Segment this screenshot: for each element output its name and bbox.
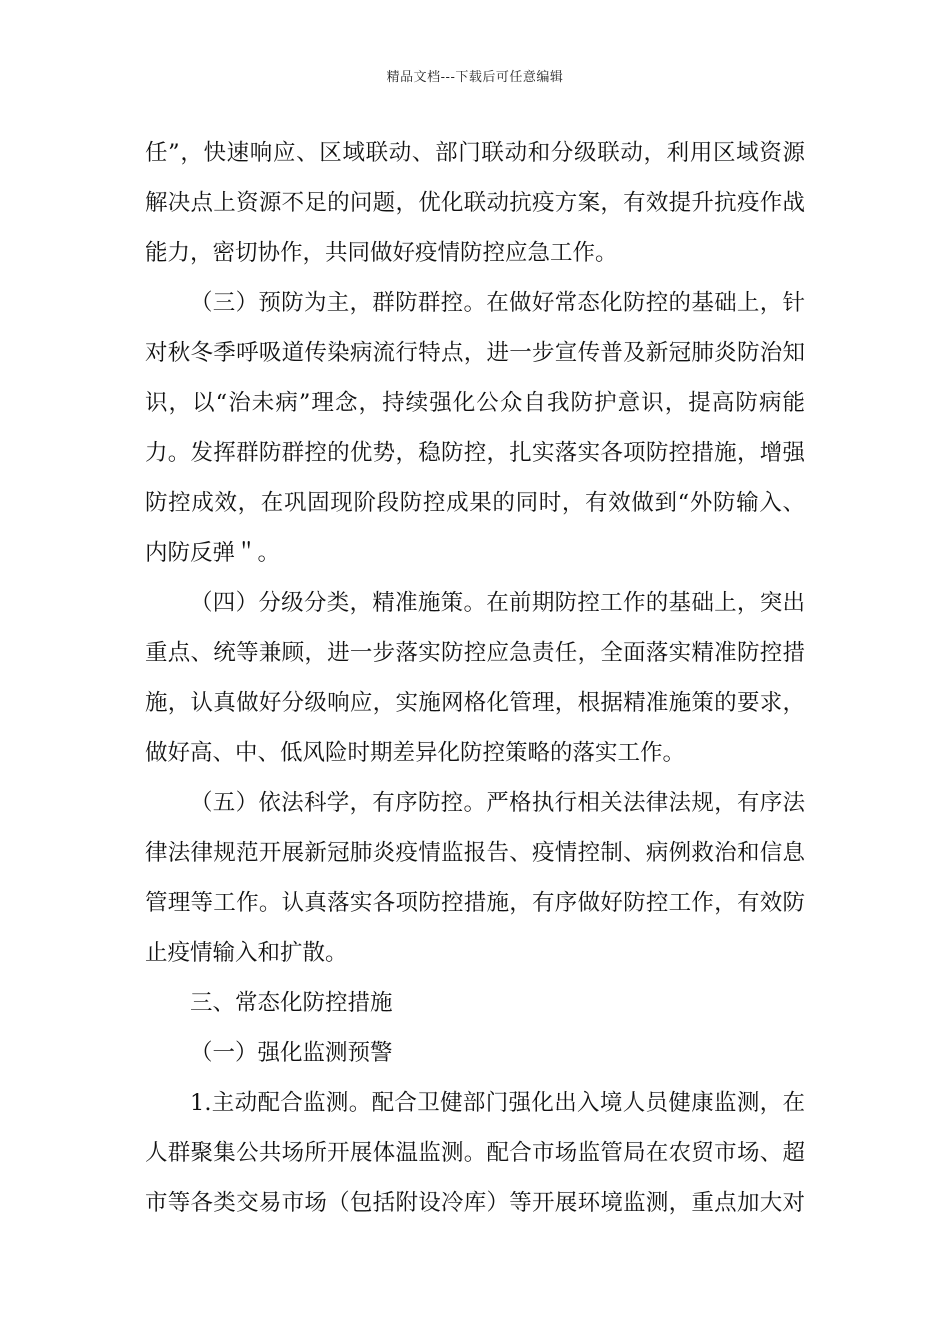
subsection-heading: （一）强化监测预警 (190, 1040, 393, 1066)
section-heading: 三、常态化防控措施 (190, 990, 393, 1016)
document-body (145, 128, 805, 1228)
text-line: 止疫情输入和扩散。 (145, 940, 348, 966)
text-line: 管理等工作。认真落实各项防控措施，有序做好防控工作，有效防 (145, 890, 805, 916)
paragraph-heading-line: （三）预防为主，群防群控。在做好常态化防控的基础上，针 (190, 290, 805, 316)
paragraph-heading-line: 1.主动配合监测。配合卫健部门强化出入境人员健康监测，在 (190, 1090, 805, 1116)
text-line: 力。发挥群防群控的优势，稳防控，扎实落实各项防控措施，增强 (145, 440, 805, 466)
paragraph-heading-line: （五）依法科学，有序防控。严格执行相关法律法规，有序法 (190, 790, 805, 816)
text-line: 律法律规范开展新冠肺炎疫情监报告、疫情控制、病例救治和信息 (145, 840, 805, 866)
text-line: 解决点上资源不足的问题，优化联动抗疫方案，有效提升抗疫作战 (145, 190, 805, 216)
text-line: 识，以“治未病”理念，持续强化公众自我防护意识，提高防病能 (145, 390, 805, 416)
page-header: 精品文档---下载后可任意编辑 (386, 70, 564, 85)
text-line: 任”，快速响应、区域联动、部门联动和分级联动，利用区域资源 (145, 140, 805, 166)
text-line: 人群聚集公共场所开展体温监测。配合市场监管局在农贸市场、超 (145, 1140, 805, 1166)
text-line: 做好高、中、低风险时期差异化防控策略的落实工作。 (145, 740, 686, 766)
text-line: 重点、统等兼顾，进一步落实防控应急责任，全面落实精准防控措 (145, 640, 805, 666)
text-line: 市等各类交易市场（包括附设冷库）等开展环境监测，重点加大对 (145, 1190, 805, 1216)
text-line: 施，认真做好分级响应，实施网格化管理，根据精准施策的要求， (145, 690, 805, 716)
paragraph-heading-line: （四）分级分类，精准施策。在前期防控工作的基础上，突出 (190, 590, 805, 616)
text-line: 内防反弹＂。 (145, 540, 281, 566)
text-line: 能力，密切协作，共同做好疫情防控应急工作。 (145, 240, 618, 266)
text-line: 对秋冬季呼吸道传染病流行特点，进一步宣传普及新冠肺炎防治知 (145, 340, 805, 366)
text-line: 防控成效，在巩固现阶段防控成果的同时，有效做到“外防输入、 (145, 490, 805, 516)
